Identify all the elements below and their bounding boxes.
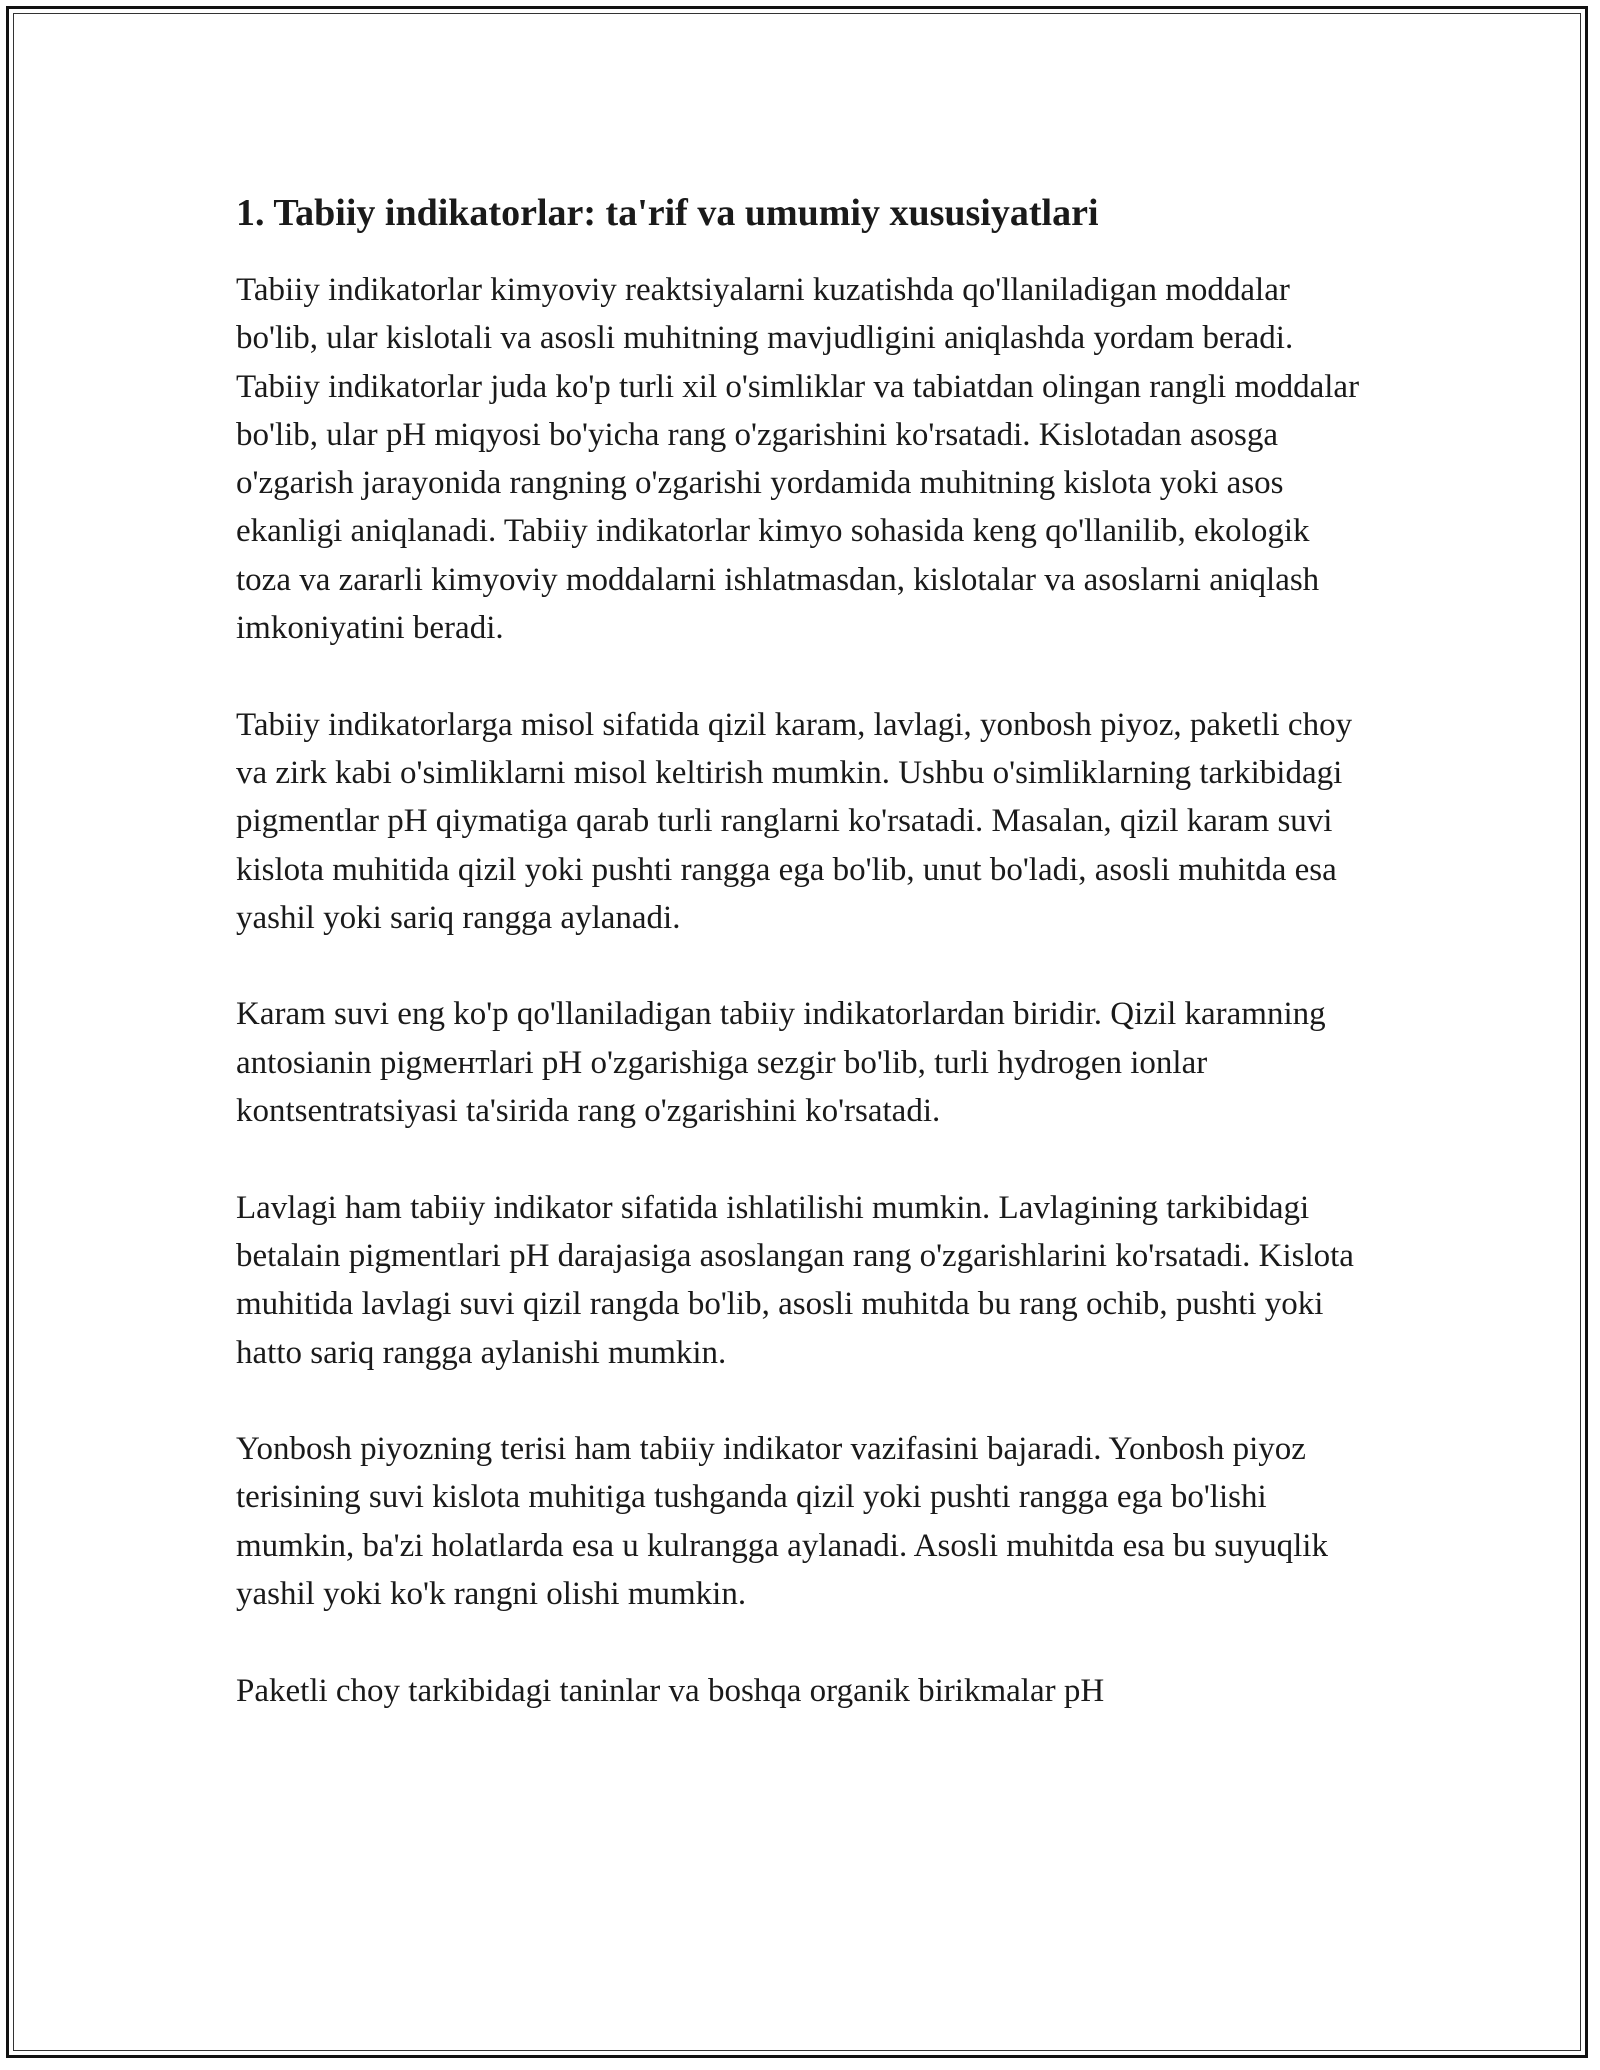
section-heading: 1. Tabiiy indikatorlar: ta'rif va umumiy xususiyatlari — [236, 192, 1099, 234]
paragraph-beet: Lavlagi ham tabiiy indikator sifatida ishlatilishi mumkin. Lavlagining tarkibidagi betalain pigmentlari pH darajasiga asoslangan rang o'zgarishlarini ko'rsatadi. Kislota muhitida lavlagi suvi qizil rangda bo'lib, asosli muhitda bu rang ochib, pushti yoki hatto sariq rangga aylanishi mumkin. — [236, 1189, 1354, 1371]
paragraph-definition: Tabiiy indikatorlar kimyoviy reaktsiyalarni kuzatishda qo'llaniladigan moddalar bo'lib, ular kislotali va asosli muhitning mavjudligini aniqlashda yordam beradi. Tabiiy indikatorlar juda ko'p turli xil o'simliklar va tabiatdan olingan rangli moddalar bo'lib, ular pH miqyosi bo'yicha rang o'zgarishini ko'rsatadi. Kislotadan asosga o'zgarish jarayonida rangning o'zgarishi yordamida muhitning kislota yoki asos ekanligi aniqlanadi. Tabiiy indikatorlar kimyo sohasida keng qo'llanilib, ekologik toza va zararli kimyoviy moddalarni ishlatmasdan, kislotalar va asoslarni aniqlash imkoniyatini beradi. — [236, 272, 1360, 647]
paragraph-cabbage: Karam suvi eng ko'p qo'llaniladigan tabiiy indikatorlardan biridir. Qizil karamning antosianin pigментlari pH o'zgarishiga sezgir bo'lib, turli hydrogen ionlar kontsentratsiyasi ta'sirida rang o'zgarishini ko'rsatadi. — [236, 996, 1326, 1130]
paragraph-onion: Yonbosh piyozning terisi ham tabiiy indikator vazifasini bajaradi. Yonbosh piyoz terisining suvi kislota muhitiga tushganda qizil yoki pushti rangga ega bo'lishi mumkin, ba'zi holatlarda esa u kulrangga aylanadi. Asosli muhitda esa bu suyuqlik yashil yoki ko'k rangni olishi mumkin. — [236, 1431, 1328, 1613]
document-body — [236, 186, 1366, 1763]
paragraph-examples: Tabiiy indikatorlarga misol sifatida qizil karam, lavlagi, yonbosh piyoz, paketli choy va zirk kabi o'simliklarni misol keltirish mumkin. Ushbu o'simliklarning tarkibidagi pigmentlar pH qiymatiga qarab turli ranglarni ko'rsatadi. Masalan, qizil karam suvi kislota muhitida qizil yoki pushti rangga ega bo'lib, unut bo'ladi, asosli muhitda esa yashil yoki sariq rangga aylanadi. — [236, 706, 1353, 936]
paragraph-tea: Paketli choy tarkibidagi taninlar va boshqa organik birikmalar pH — [236, 1672, 1105, 1709]
